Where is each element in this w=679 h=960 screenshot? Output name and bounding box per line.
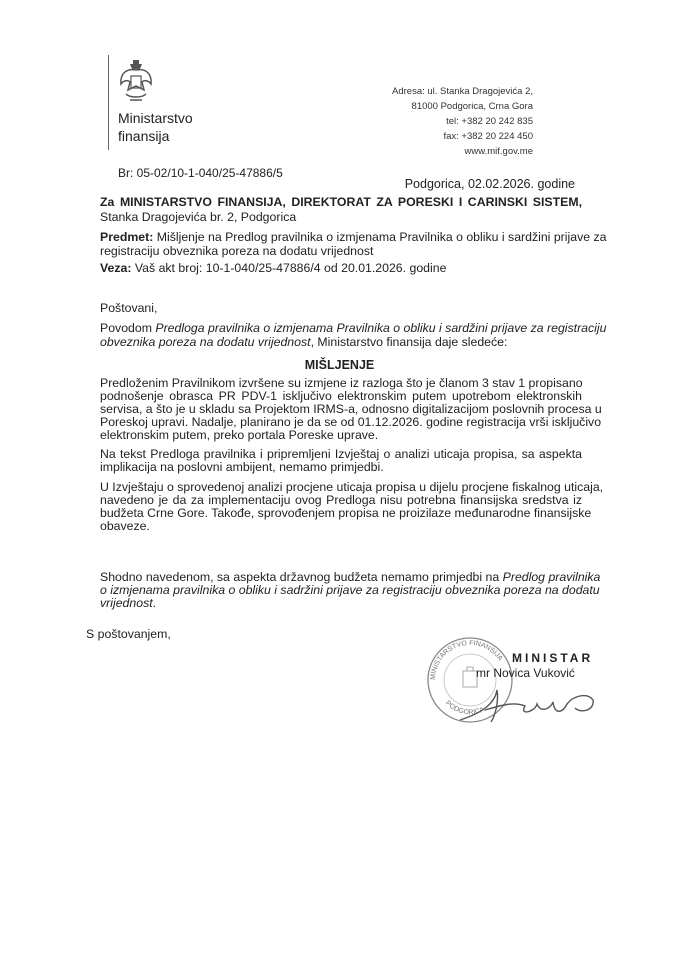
svg-text:MINISTARSTVO FINANSIJA: MINISTARSTVO FINANSIJA: [429, 639, 504, 681]
recipient-address: Stanka Dragojevića br. 2, Podgorica: [100, 210, 297, 224]
letterhead-rule: [108, 55, 109, 150]
paragraph-line: podnošenje obrasca PR PDV-1 isključivo elektronskim putem upotrebom elektronskih: [100, 389, 582, 403]
svg-text:PODGORICA: PODGORICA: [444, 699, 486, 717]
intro-line: Povodom Predloga pravilnika o izmjenama Pravilnika o obliku i sardžini prijave za registraciju: [100, 321, 607, 335]
subject-line: registraciju obveznika poreza na dodatu vrijednost: [100, 244, 374, 258]
greeting: Poštovani,: [100, 301, 158, 315]
intro-line: obveznika poreza na dodatu vrijednost, Ministarstvo finansija daje sledeće:: [100, 335, 508, 349]
paragraph-line: Shodno navedenom, sa aspekta državnog budžeta nemamo primjedbi na Predlog pravilnika: [100, 570, 601, 584]
website: www.mif.gov.me: [464, 146, 533, 157]
signature: [455, 682, 605, 727]
opinion-heading: MIŠLJENJE: [304, 358, 375, 372]
signatory-title: MINISTAR: [512, 651, 594, 665]
paragraph-line: servisa, a što je u skladu sa Projektom IRMS-a, odnosno digitalizacijom poslovnih procesa u: [100, 402, 602, 416]
ministry-name-line1: Ministarstvo: [118, 110, 193, 126]
paragraph-line: obaveze.: [100, 519, 150, 533]
paragraph-line: Poreskoj upravi. Nadalje, planirano je da se od 01.12.2026. godine registracija vrši isključivo: [100, 415, 602, 429]
paragraph-line: elektronskim putem, preko portala Poreske uprave.: [100, 428, 379, 442]
paragraph-line: o izmjenama pravilnika o obliku i sadržini prijave za registraciju obveznika poreza na dodatu: [100, 583, 600, 597]
phone: tel: +382 20 242 835: [446, 116, 533, 127]
address-line: 81000 Podgorica, Crna Gora: [411, 101, 533, 112]
signatory-name: mr Novica Vuković: [476, 666, 575, 680]
fax: fax: +382 20 224 450: [443, 131, 533, 142]
paragraph-line: Na tekst Predloga pravilnika i pripremljeni Izvještaj o analizi uticaja propisa, sa aspekta: [100, 447, 582, 461]
paragraph-line: budžeta Crne Gore. Takođe, sprovođenjem propisa ne proizilaze međunarodne finansijske: [100, 506, 592, 520]
paragraph-line: Predloženim Pravilnikom izvršene su izmjene iz razloga što je članom 3 stav 1 propisano: [100, 376, 583, 390]
paragraph-line: navedeno je da za implementaciju ovog Predloga nisu potrebna finansijska sredstva iz: [100, 493, 582, 507]
coat-of-arms-logo: [116, 56, 156, 106]
paragraph-line: implikacija na poslovni ambijent, nemamo primjedbi.: [100, 460, 384, 474]
reference-line: Veza: Vaš akt broj: 10-1-040/25-47886/4 od 20.01.2026. godine: [100, 261, 447, 275]
reference-number: Br: 05-02/10-1-040/25-47886/5: [118, 166, 283, 180]
paragraph-line: vrijednost.: [100, 596, 157, 610]
address-line: Adresa: ul. Stanka Dragojevića 2,: [392, 86, 533, 97]
ministry-name-line2: finansija: [118, 128, 170, 144]
closing: S poštovanjem,: [86, 627, 171, 641]
recipient-name: Za MINISTARSTVO FINANSIJA, DIREKTORAT ZA PORESKI I CARINSKI SISTEM,: [100, 195, 583, 209]
paragraph-line: U Izvještaju o sprovedenoj analizi procjene uticaja propisa u dijelu procjene fiskalnog uticaja,: [100, 480, 604, 494]
subject-line: Predmet: Mišljenje na Predlog pravilnika o izmjenama Pravilnika o obliku i sardžini prijave za: [100, 230, 607, 244]
place-date: Podgorica, 02.02.2026. godine: [404, 177, 575, 191]
